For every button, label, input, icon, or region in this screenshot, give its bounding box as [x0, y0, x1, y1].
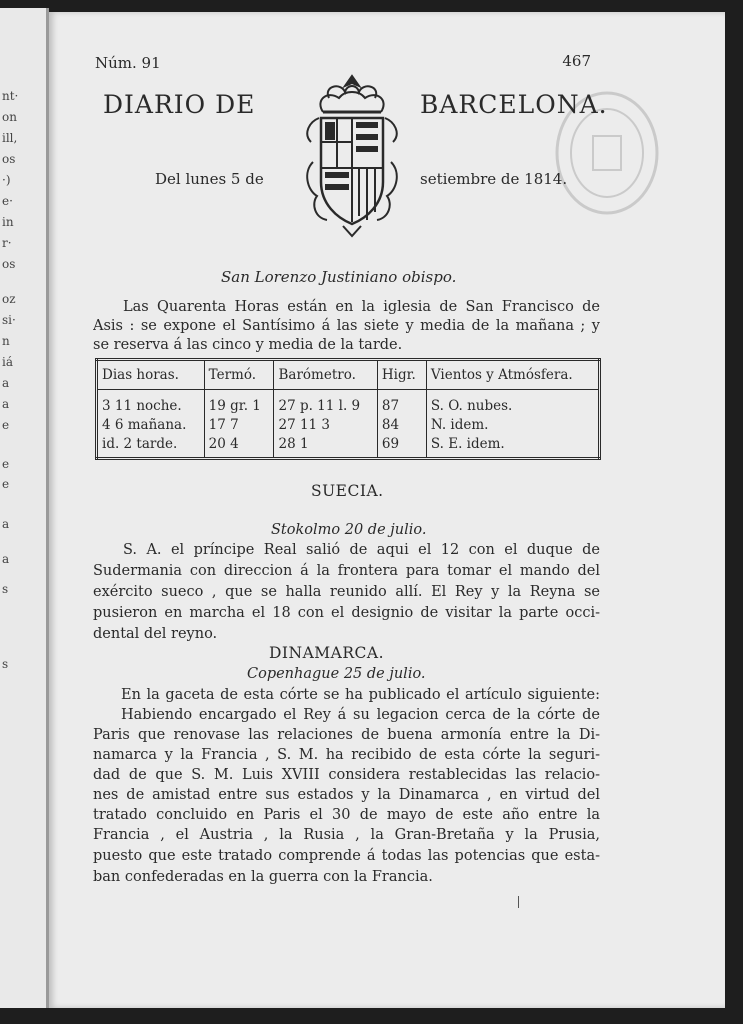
left-page-fragment: e· [2, 194, 13, 208]
article-line: pusieron en marcha el 18 con el designio de visitar la parte occi- [93, 605, 600, 621]
weather-header-cell: Vientos y Atmósfera. [426, 360, 599, 390]
barcelona-coat-of-arms-icon [293, 72, 411, 240]
weather-cell: id. 2 tarde. [97, 434, 205, 459]
weather-table [95, 358, 601, 460]
date-left: Del lunes 5 de [155, 170, 264, 188]
issue-number: Núm. 91 [95, 54, 161, 72]
article-line: ban confederadas en la guerra con la Francia. [93, 869, 433, 885]
article-line: namarca y la Francia , S. M. ha recibido de esta córte la seguri- [93, 747, 600, 763]
article-line: exército sueco , que se halla reunido allí. El Rey y la Reyna se [93, 584, 600, 600]
left-page-fragment: oz [2, 292, 16, 306]
weather-cell: 19 gr. 1 [204, 390, 274, 416]
weather-table-row [97, 415, 600, 434]
article-line: Francia , el Austria , la Rusia , la Gran-Bretaña y la Prusia, [93, 827, 600, 843]
article-line: dad de que S. M. Luis XVIII considera restablecidas las relacio- [93, 767, 600, 783]
article-line: puesto que este tratado comprende á todas las potencias que esta- [93, 848, 600, 864]
weather-cell: S. E. idem. [430, 435, 505, 452]
weather-cell: 3 11 noche. [97, 390, 205, 416]
left-page-fragment: os [2, 152, 16, 166]
left-page-fragment: s [2, 657, 9, 671]
newspaper-page [49, 12, 725, 1008]
weather-cell: 69 [377, 434, 426, 459]
left-page-fragment: a [2, 517, 10, 531]
article-line: Habiendo encargado el Rey á su legacion cerca de la córte de [121, 707, 600, 723]
announcement-line: se reserva á las cinco y media de la tarde. [93, 337, 403, 353]
weather-cell: 20 4 [204, 434, 274, 459]
masthead-title-left: DIARIO DE [103, 90, 256, 119]
date-right: setiembre de 1814. [420, 170, 568, 188]
page-number: 467 [562, 52, 591, 70]
weather-cell: S. O. nubes. [430, 397, 513, 414]
left-page-fragment: ·) [2, 173, 11, 187]
left-page-fragment: iá [2, 355, 13, 369]
left-page-edge [0, 8, 49, 1008]
weather-header-cell: Higr. [377, 360, 426, 390]
left-page-fragment: os [2, 257, 16, 271]
left-page-fragment: a [2, 397, 10, 411]
announcement-line: Asis : se expone el Santísimo á las siete y media de la mañana ; y [93, 318, 600, 334]
left-page-fragment: s [2, 582, 9, 596]
weather-table-header [97, 360, 600, 390]
article-line: S. A. el príncipe Real salió de aqui el 12 con el duque de [123, 542, 600, 558]
weather-cell: 87 [377, 390, 426, 416]
left-page-fragment: n [2, 334, 10, 348]
article-line: dental del reyno. [93, 626, 218, 642]
section-dateline: Copenhague 25 de julio. [247, 666, 426, 682]
left-page-fragment: nt· [2, 89, 19, 103]
left-page-fragment: ill, [2, 131, 18, 145]
section-dateline: Stokolmo 20 de julio. [271, 522, 427, 538]
weather-header-cell: Dias horas. [97, 360, 205, 390]
left-page-fragment: e [2, 477, 10, 491]
weather-cell: N. idem. [430, 416, 489, 433]
article-line: Sudermania con direccion á la frontera para tomar el mando del [93, 563, 600, 579]
weather-cell: 27 11 3 [274, 415, 377, 434]
weather-cell: 84 [377, 415, 426, 434]
masthead-title-right: BARCELONA. [420, 90, 608, 119]
left-page-fragment: r· [2, 236, 12, 250]
left-page-fragment: a [2, 552, 10, 566]
left-page-fragment: in [2, 215, 14, 229]
announcement-line: Las Quarenta Horas están en la iglesia de San Francisco de [123, 299, 600, 315]
print-mark [518, 896, 519, 908]
weather-header-cell: Termó. [204, 360, 274, 390]
weather-cell: 27 p. 11 l. 9 [274, 390, 377, 416]
weather-cell: 4 6 mañana. [97, 415, 205, 434]
article-line: tratado concluido en Paris el 30 de mayo de este año entre la [93, 807, 600, 823]
weather-table-row [97, 434, 600, 459]
weather-header-cell: Barómetro. [274, 360, 377, 390]
left-page-fragment: e [2, 457, 10, 471]
left-page-fragment: a [2, 376, 10, 390]
section-heading-dinamarca: DINAMARCA. [269, 644, 385, 662]
left-page-fragment: si· [2, 313, 16, 327]
article-line: Paris que renovase las relaciones de buena armonía entre la Di- [93, 727, 600, 743]
weather-cell: 17 7 [204, 415, 274, 434]
saint-of-the-day: San Lorenzo Justiniano obispo. [221, 268, 457, 286]
weather-cell: 28 1 [274, 434, 377, 459]
section-heading-suecia: SUECIA. [311, 482, 384, 500]
article-line: En la gaceta de esta córte se ha publicado el artículo siguiente: [121, 687, 600, 703]
article-line: nes de amistad entre sus estados y la Dinamarca , en virtud del [93, 787, 600, 803]
weather-table-row [97, 390, 600, 416]
left-page-fragment: on [2, 110, 17, 124]
left-page-fragment: e [2, 418, 10, 432]
